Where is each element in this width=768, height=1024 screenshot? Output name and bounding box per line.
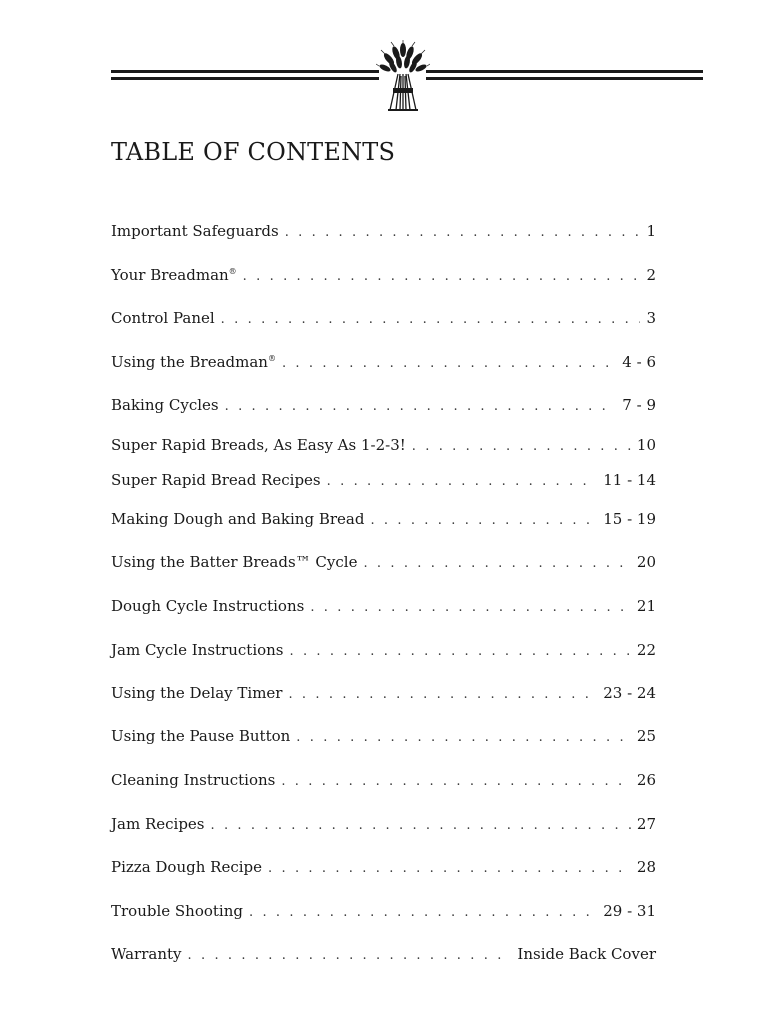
toc-label: Jam Recipes xyxy=(111,815,205,833)
header-rule-left-bottom xyxy=(111,77,379,80)
toc-label: Cleaning Instructions xyxy=(111,771,276,789)
toc-leader-dots xyxy=(296,729,631,747)
toc-label: Trouble Shooting xyxy=(111,902,243,920)
header-rule-right-bottom xyxy=(426,77,703,80)
toc-leader-dots xyxy=(188,947,512,965)
toc-label: Using the Pause Button xyxy=(111,727,291,745)
toc-entry xyxy=(111,684,656,704)
header-rule-right-top xyxy=(426,70,703,73)
page-title: TABLE OF CONTENTS xyxy=(111,138,396,166)
toc-entry xyxy=(111,902,656,922)
toc-page-number: Inside Back Cover xyxy=(517,945,656,963)
toc-entry xyxy=(111,553,656,573)
toc-page-number: 25 xyxy=(636,727,656,745)
toc-label: Baking Cycles xyxy=(111,396,219,414)
toc-page-number: 21 xyxy=(636,597,656,615)
toc-leader-dots xyxy=(327,473,598,491)
toc-page-number: 27 xyxy=(636,815,656,833)
toc-entry xyxy=(111,727,656,747)
toc-page-number: 7 - 9 xyxy=(622,396,656,414)
toc-leader-dots xyxy=(363,555,630,573)
toc-leader-dots xyxy=(268,860,631,878)
toc-label: Using the Breadman® xyxy=(111,353,276,371)
toc-page-number: 28 xyxy=(636,858,656,876)
toc-leader-dots xyxy=(221,311,641,329)
toc-label: Using the Batter Breads™ Cycle xyxy=(111,553,358,571)
toc-label: Dough Cycle Instructions xyxy=(111,597,305,615)
toc-entry xyxy=(111,436,656,456)
toc-leader-dots xyxy=(225,398,617,416)
toc-entry xyxy=(111,396,656,416)
toc-entry xyxy=(111,771,656,791)
toc-label: Your Breadman® xyxy=(111,266,237,284)
header-rule-left-top xyxy=(111,70,379,73)
toc-page-number: 15 - 19 xyxy=(603,510,656,528)
toc-leader-dots xyxy=(370,512,597,530)
toc-leader-dots xyxy=(282,355,616,373)
toc-page-number: 29 - 31 xyxy=(603,902,656,920)
toc-leader-dots xyxy=(288,686,597,704)
toc-page-number: 23 - 24 xyxy=(603,684,656,702)
toc-leader-dots xyxy=(285,224,641,242)
toc-page-number: 20 xyxy=(636,553,656,571)
toc-page-number: 4 - 6 xyxy=(622,353,656,371)
toc-entry xyxy=(111,597,656,617)
wheat-sheaf-icon xyxy=(376,40,430,112)
toc-entry xyxy=(111,471,656,491)
toc-entry xyxy=(111,353,656,373)
toc-label: Important Safeguards xyxy=(111,222,279,240)
toc-leader-dots xyxy=(290,643,631,661)
toc-entry xyxy=(111,222,656,242)
toc-entry xyxy=(111,266,656,286)
toc-entry xyxy=(111,858,656,878)
toc-leader-dots xyxy=(310,599,631,617)
toc-page-number: 3 xyxy=(646,309,656,327)
toc-leader-dots xyxy=(243,268,641,286)
toc-label: Jam Cycle Instructions xyxy=(111,641,284,659)
toc-label: Control Panel xyxy=(111,309,215,327)
toc-page-number: 1 xyxy=(646,222,656,240)
toc-page-number: 22 xyxy=(636,641,656,659)
toc-leader-dots xyxy=(211,817,631,835)
toc-label: Pizza Dough Recipe xyxy=(111,858,263,876)
toc-label: Super Rapid Breads, As Easy As 1-2-3! xyxy=(111,436,406,454)
toc-page-number: 10 xyxy=(636,436,656,454)
toc-label: Using the Delay Timer xyxy=(111,684,283,702)
toc-leader-dots xyxy=(281,773,631,791)
toc-entry xyxy=(111,510,656,530)
toc-entry xyxy=(111,309,656,329)
toc-page-number: 2 xyxy=(646,266,656,284)
toc-entry xyxy=(111,945,656,965)
toc-page-number: 11 - 14 xyxy=(603,471,656,489)
toc-leader-dots xyxy=(249,904,597,922)
toc-label: Making Dough and Baking Bread xyxy=(111,510,365,528)
toc-leader-dots xyxy=(412,438,631,456)
toc-entry xyxy=(111,815,656,835)
toc-entry xyxy=(111,641,656,661)
toc-label: Warranty xyxy=(111,945,182,963)
toc-page-number: 26 xyxy=(636,771,656,789)
toc-label: Super Rapid Bread Recipes xyxy=(111,471,321,489)
